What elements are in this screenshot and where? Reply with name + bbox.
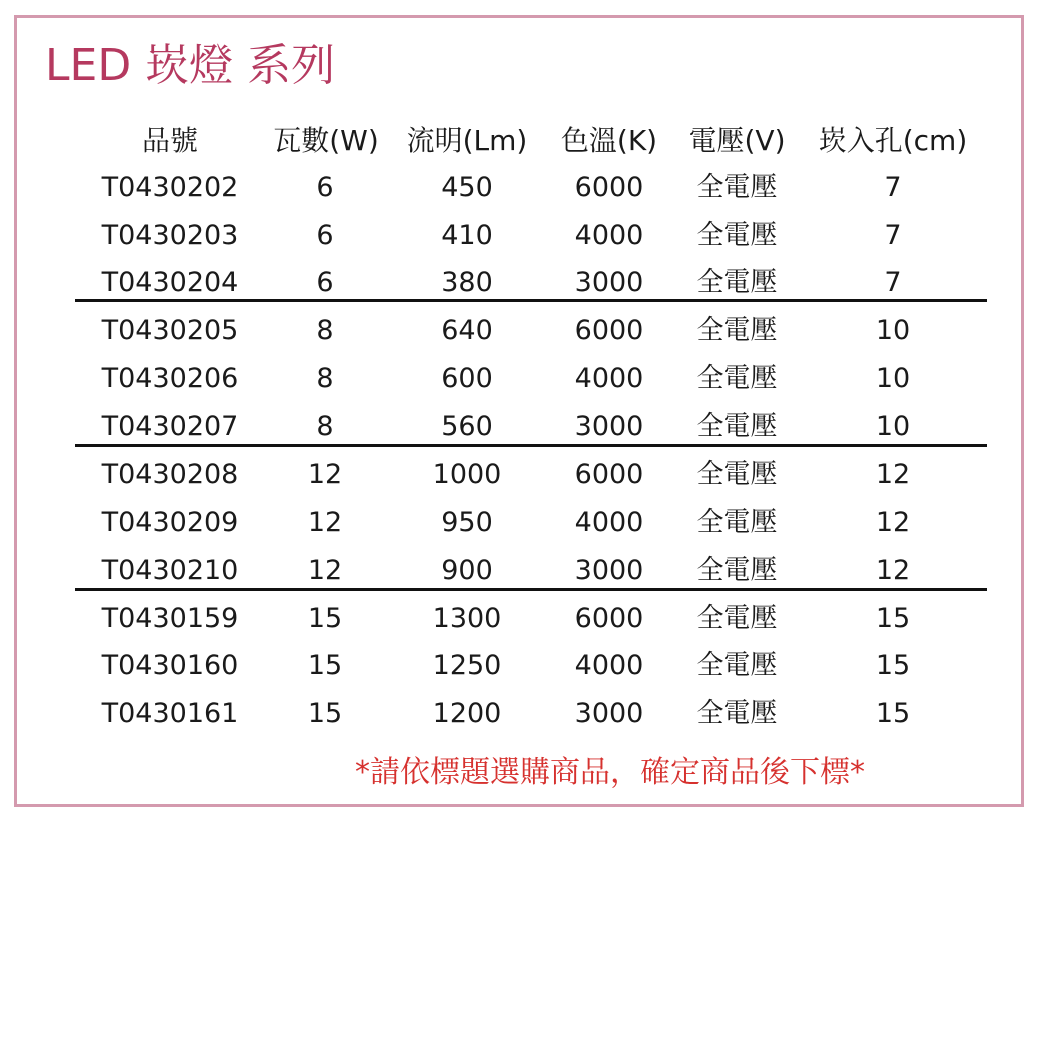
cell-color-temp: 6000 (574, 603, 644, 634)
table-header (0, 116, 1040, 166)
cell-lumens: 450 (441, 172, 493, 203)
cell-voltage: 全電壓 (696, 411, 778, 442)
header-color-temp: 色溫(K) (560, 124, 658, 157)
cell-wattage: 8 (316, 315, 334, 346)
cell-lumens: 1000 (432, 459, 502, 490)
cell-color-temp: 6000 (574, 172, 644, 203)
cell-cutout: 10 (875, 411, 911, 442)
cell-item-number: T0430160 (101, 650, 239, 681)
cell-color-temp: 4000 (574, 507, 644, 538)
table-row (0, 690, 1040, 738)
cell-color-temp: 4000 (574, 220, 644, 251)
cell-cutout: 15 (875, 650, 911, 681)
purchase-note: *請依標題選購商品，確定商品後下標* (355, 755, 865, 790)
cell-cutout: 10 (875, 315, 911, 346)
cell-color-temp: 6000 (574, 315, 644, 346)
cell-voltage: 全電壓 (696, 459, 778, 490)
page-title: LED 崁燈 系列 (45, 40, 336, 91)
cell-lumens: 380 (441, 267, 493, 298)
cell-cutout: 12 (875, 555, 911, 586)
cell-item-number: T0430206 (101, 363, 239, 394)
cell-voltage: 全電壓 (696, 698, 778, 729)
cell-cutout: 15 (875, 698, 911, 729)
cell-item-number: T0430161 (101, 698, 239, 729)
table-row (0, 212, 1040, 260)
cell-color-temp: 3000 (574, 698, 644, 729)
cell-wattage: 15 (307, 650, 343, 681)
cell-cutout: 7 (884, 267, 902, 298)
cell-voltage: 全電壓 (696, 650, 778, 681)
cell-wattage: 8 (316, 411, 334, 442)
table-row (0, 642, 1040, 690)
cell-wattage: 12 (307, 555, 343, 586)
cell-voltage: 全電壓 (696, 363, 778, 394)
cell-voltage: 全電壓 (696, 555, 778, 586)
cell-item-number: T0430159 (101, 603, 239, 634)
cell-wattage: 6 (316, 220, 334, 251)
cell-cutout: 10 (875, 363, 911, 394)
cell-item-number: T0430202 (101, 172, 239, 203)
cell-cutout: 12 (875, 507, 911, 538)
cell-wattage: 6 (316, 267, 334, 298)
cell-cutout: 7 (884, 220, 902, 251)
cell-wattage: 12 (307, 459, 343, 490)
cell-lumens: 900 (441, 555, 493, 586)
table-row (0, 355, 1040, 403)
cell-lumens: 1300 (432, 603, 502, 634)
cell-voltage: 全電壓 (696, 507, 778, 538)
cell-voltage: 全電壓 (696, 315, 778, 346)
cell-cutout: 12 (875, 459, 911, 490)
table-row (0, 164, 1040, 212)
cell-wattage: 6 (316, 172, 334, 203)
table-row (0, 307, 1040, 355)
cell-color-temp: 4000 (574, 650, 644, 681)
cell-wattage: 15 (307, 603, 343, 634)
cell-voltage: 全電壓 (696, 267, 778, 298)
cell-lumens: 1250 (432, 650, 502, 681)
header-item-number: 品號 (141, 124, 199, 157)
header-lumens: 流明(Lm) (406, 124, 528, 157)
header-wattage: 瓦數(W) (273, 124, 379, 157)
header-voltage: 電壓(V) (688, 124, 786, 157)
cell-lumens: 410 (441, 220, 493, 251)
cell-wattage: 12 (307, 507, 343, 538)
cell-item-number: T0430209 (101, 507, 239, 538)
cell-item-number: T0430208 (101, 459, 239, 490)
cell-color-temp: 3000 (574, 555, 644, 586)
cell-lumens: 950 (441, 507, 493, 538)
cell-color-temp: 3000 (574, 267, 644, 298)
cell-item-number: T0430210 (101, 555, 239, 586)
cell-cutout: 15 (875, 603, 911, 634)
cell-voltage: 全電壓 (696, 172, 778, 203)
header-cutout: 崁入孔(cm) (818, 124, 968, 157)
cell-item-number: T0430205 (101, 315, 239, 346)
cell-lumens: 600 (441, 363, 493, 394)
cell-color-temp: 4000 (574, 363, 644, 394)
cell-color-temp: 6000 (574, 459, 644, 490)
group-divider (75, 588, 987, 591)
cell-wattage: 15 (307, 698, 343, 729)
cell-voltage: 全電壓 (696, 603, 778, 634)
cell-cutout: 7 (884, 172, 902, 203)
cell-lumens: 640 (441, 315, 493, 346)
table-row (0, 451, 1040, 499)
cell-lumens: 1200 (432, 698, 502, 729)
cell-item-number: T0430207 (101, 411, 239, 442)
cell-color-temp: 3000 (574, 411, 644, 442)
cell-lumens: 560 (441, 411, 493, 442)
cell-item-number: T0430204 (101, 267, 239, 298)
cell-voltage: 全電壓 (696, 220, 778, 251)
table-row (0, 595, 1040, 643)
table-row (0, 499, 1040, 547)
cell-item-number: T0430203 (101, 220, 239, 251)
cell-wattage: 8 (316, 363, 334, 394)
group-divider (75, 299, 987, 302)
group-divider (75, 444, 987, 447)
